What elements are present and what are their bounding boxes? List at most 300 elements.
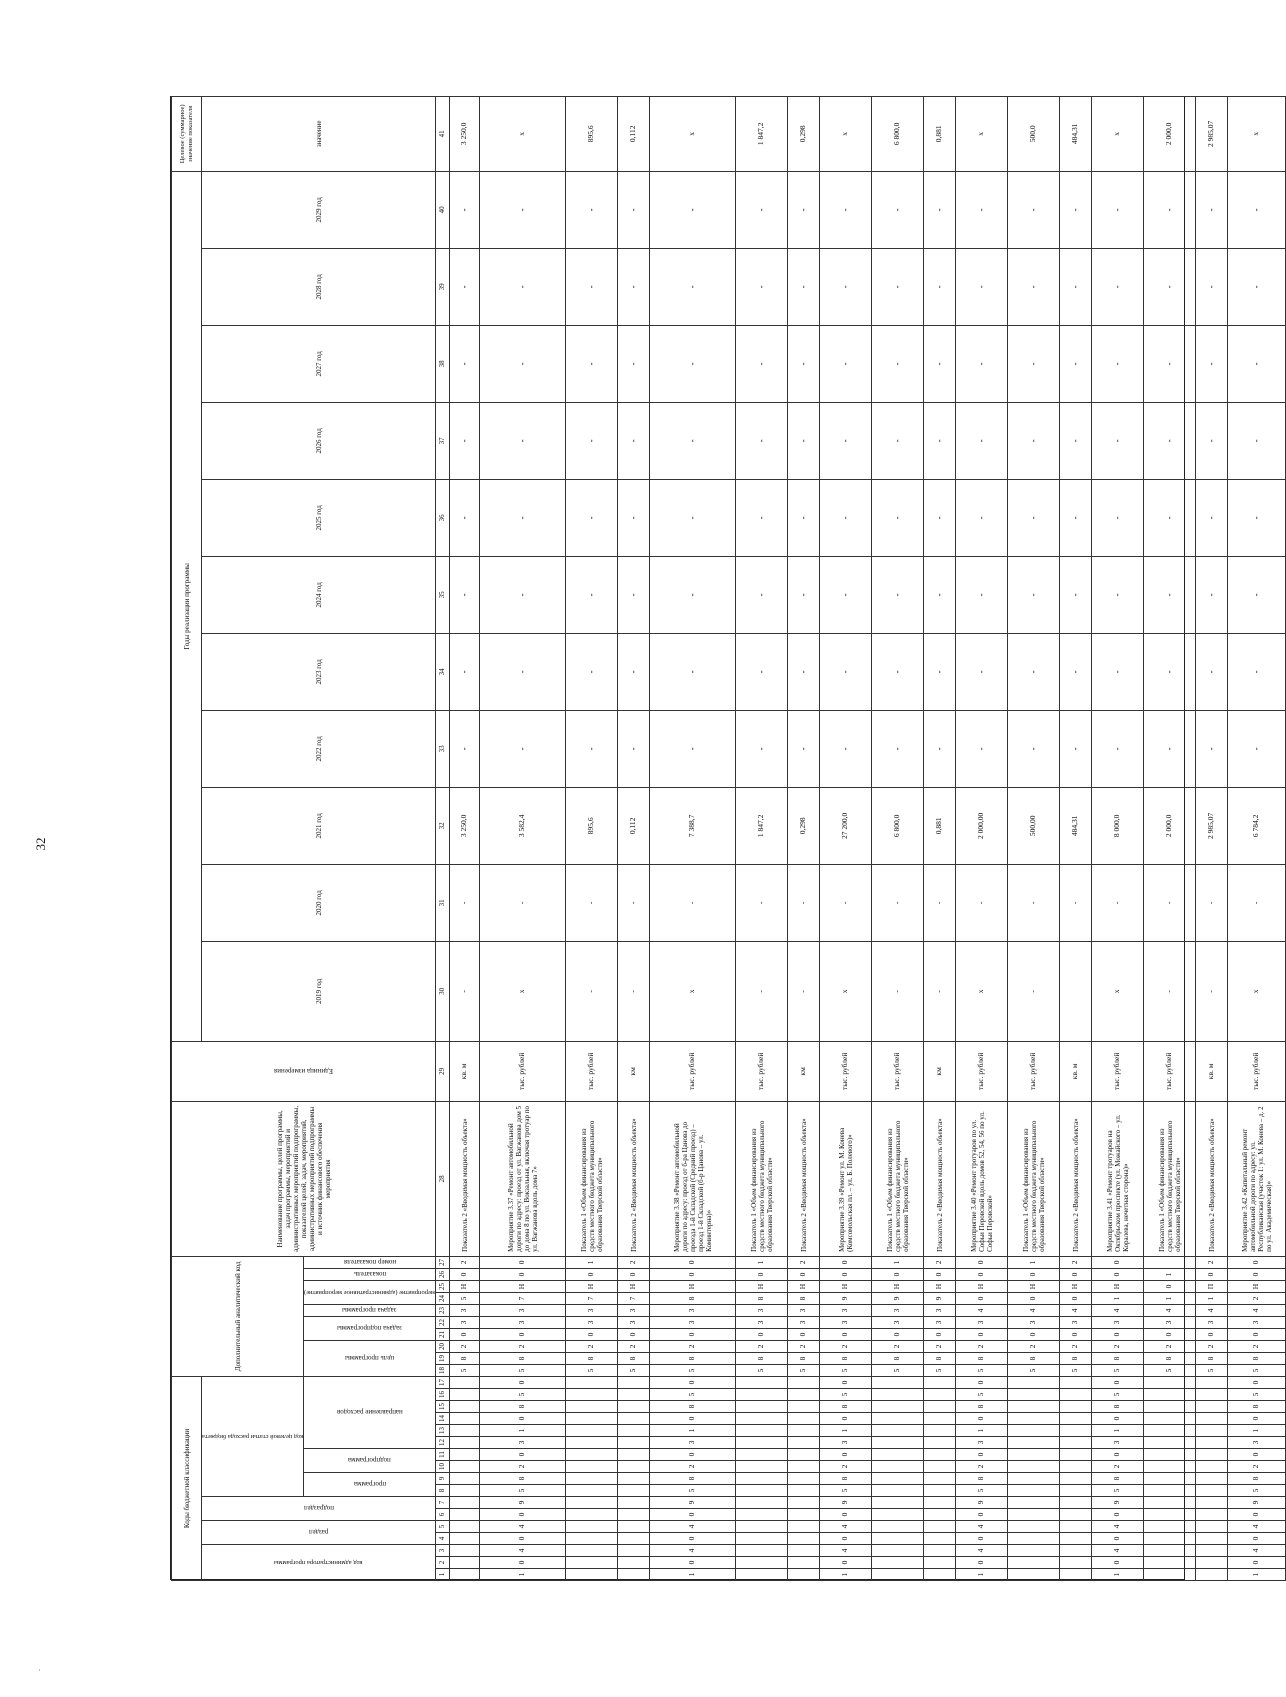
code-digit: 0 (480, 1328, 566, 1340)
target-value: 500,0 (1008, 96, 1060, 171)
column-number: 15 (436, 1401, 450, 1413)
column-number: 34 (436, 633, 450, 710)
code-digit: 2 (872, 1340, 924, 1352)
code-digit: 4 (1228, 1521, 1286, 1533)
footer-mark: · (38, 1665, 41, 1675)
header-podrazdel (202, 1497, 436, 1521)
year-value-2027: - (736, 325, 788, 402)
year-value-2025: - (1228, 479, 1286, 556)
year-value-2023: - (872, 633, 924, 710)
year-value-2022: - (1060, 710, 1092, 787)
code-digit: 0 (618, 1268, 650, 1280)
year-value-2028: - (1060, 248, 1092, 325)
code-digit (924, 1521, 956, 1533)
column-number: 4 (436, 1533, 450, 1545)
code-digit: 1 (650, 1425, 736, 1437)
code-digit: 5 (480, 1485, 566, 1497)
code-digit (872, 1437, 924, 1449)
year-value-2024: - (1092, 556, 1144, 633)
code-digit: 2 (450, 1256, 480, 1268)
target-value: 0,881 (924, 96, 956, 171)
code-digit: 5 (650, 1364, 736, 1376)
code-digit: 0 (1228, 1256, 1286, 1268)
code-digit: 0 (1144, 1328, 1196, 1340)
year-value-2023: - (1228, 633, 1286, 710)
year-value-2020: - (650, 864, 736, 941)
target-value: 895,6 (566, 96, 618, 171)
code-digit: 8 (1008, 1352, 1060, 1364)
code-digit: Н (1092, 1280, 1144, 1292)
code-digit: 2 (1196, 1340, 1228, 1352)
year-value-2023: - (1008, 633, 1060, 710)
code-digit: 0 (1228, 1557, 1286, 1569)
year-value-2027: - (820, 325, 872, 402)
header-cel-podprogrammy (304, 1316, 436, 1340)
year-value-2027: - (956, 325, 1008, 402)
code-digit: Н (1228, 1280, 1286, 1292)
year-value-2023: - (1092, 633, 1144, 710)
code-digit: 4 (820, 1545, 872, 1557)
code-digit (1144, 1413, 1196, 1425)
year-value-2023: - (820, 633, 872, 710)
program-budget-table (171, 96, 1286, 1581)
code-digit (872, 1401, 924, 1413)
code-digit (450, 1485, 480, 1497)
column-number: 38 (436, 325, 450, 402)
code-digit: 0 (1008, 1268, 1060, 1280)
year-value-2021: 500,00 (1008, 787, 1060, 864)
code-digit (566, 1401, 618, 1413)
year-value-2022: - (618, 710, 650, 787)
header-target-value: значение (202, 96, 436, 171)
code-digit: 3 (956, 1316, 1008, 1328)
code-digit (1008, 1425, 1060, 1437)
code-digit: 8 (1144, 1352, 1196, 1364)
code-digit: 0 (956, 1509, 1008, 1521)
code-digit (736, 1497, 788, 1509)
code-digit: 0 (820, 1533, 872, 1545)
code-digit (1144, 1473, 1196, 1485)
column-number: 11 (436, 1449, 450, 1461)
code-digit: 2 (1092, 1340, 1144, 1352)
code-digit: 0 (1008, 1292, 1060, 1304)
header-codes-group: Коды бюджетной классификации (172, 1376, 202, 1580)
code-digit: 8 (872, 1352, 924, 1364)
year-value-2023: - (924, 633, 956, 710)
code-digit (1144, 1557, 1196, 1569)
row-name: Мероприятие 3.40 «Ремонт тротуаров по ул. Софьи Перовской вдоль домов 52, 54, 56 по ул. Софьи Перовской» (956, 1101, 1008, 1256)
header-subprogram (304, 1449, 436, 1473)
code-digit: 5 (650, 1485, 736, 1497)
code-digit: 0 (1008, 1328, 1060, 1340)
code-digit: 0 (1228, 1268, 1286, 1280)
year-value-2024: - (956, 556, 1008, 633)
column-number: 20 (436, 1340, 450, 1352)
header-year-2027: 2027 год (202, 325, 436, 402)
code-digit (1060, 1485, 1092, 1497)
year-value-2024: - (1008, 556, 1060, 633)
code-digit: 5 (1092, 1389, 1144, 1401)
header-direction-text: направление расходов (336, 1408, 403, 1417)
column-number: 35 (436, 556, 450, 633)
code-digit: 0 (1092, 1256, 1144, 1268)
year-value-2026: - (566, 402, 618, 479)
code-digit: 0 (736, 1268, 788, 1280)
code-digit: 7 (480, 1292, 566, 1304)
code-digit (788, 1521, 820, 1533)
year-value-2025: - (872, 479, 924, 556)
year-value-2028: - (618, 248, 650, 325)
code-digit: 0 (820, 1256, 872, 1268)
year-value-2029: - (618, 171, 650, 248)
code-digit (1196, 1521, 1228, 1533)
code-digit: 1 (480, 1425, 566, 1437)
code-digit (618, 1557, 650, 1569)
year-value-2026: - (872, 402, 924, 479)
code-digit (1144, 1256, 1196, 1268)
year-value-2024: - (1228, 556, 1286, 633)
code-digit: Н (956, 1280, 1008, 1292)
code-digit: 5 (1228, 1389, 1286, 1401)
code-digit: 0 (480, 1509, 566, 1521)
code-digit: 5 (956, 1485, 1008, 1497)
header-year-2022: 2022 год (202, 710, 436, 787)
code-digit: 8 (566, 1352, 618, 1364)
year-value-2027: - (566, 325, 618, 402)
year-value-2020: - (1196, 864, 1228, 941)
code-digit (1196, 1389, 1228, 1401)
row-name: Показатель 1 «Объем финансирования из средств местного бюджета муниципального образования Тверской области» (566, 1101, 618, 1256)
code-digit: Н (450, 1280, 480, 1292)
year-value-2024: - (872, 556, 924, 633)
column-number: 41 (436, 96, 450, 171)
column-number: 18 (436, 1364, 450, 1376)
code-digit (924, 1473, 956, 1485)
year-value-2026: - (1196, 402, 1228, 479)
code-digit (788, 1376, 820, 1388)
year-value-2025: - (618, 479, 650, 556)
row-unit: тыс. рублей (956, 1041, 1008, 1101)
code-digit: 0 (956, 1533, 1008, 1545)
code-digit (1060, 1401, 1092, 1413)
year-value-2028: - (450, 248, 480, 325)
code-digit (1144, 1376, 1196, 1388)
year-value-2026: - (480, 402, 566, 479)
code-digit: 5 (450, 1292, 480, 1304)
code-digit: 8 (1092, 1473, 1144, 1485)
code-digit (736, 1485, 788, 1497)
code-digit: 8 (820, 1473, 872, 1485)
code-digit: 0 (924, 1268, 956, 1280)
year-value-2029: - (956, 171, 1008, 248)
code-digit: 0 (1144, 1280, 1196, 1292)
header-program (304, 1473, 436, 1497)
table-row (618, 96, 650, 1580)
code-digit: 5 (566, 1364, 618, 1376)
year-value-2029: - (924, 171, 956, 248)
year-value-2019 (1060, 941, 1092, 1041)
column-number: 13 (436, 1425, 450, 1437)
row-unit: км (618, 1041, 650, 1101)
code-digit: 0 (820, 1413, 872, 1425)
code-digit: 0 (480, 1256, 566, 1268)
code-digit (736, 1545, 788, 1557)
code-digit: 4 (956, 1521, 1008, 1533)
table-row (1196, 96, 1228, 1580)
year-value-2029: - (650, 171, 736, 248)
year-value-2019: - (618, 941, 650, 1041)
column-number: 23 (436, 1304, 450, 1316)
code-digit: 0 (820, 1449, 872, 1461)
column-number-row (436, 96, 450, 1580)
year-value-2027: - (1060, 325, 1092, 402)
code-digit (1008, 1449, 1060, 1461)
column-number: 25 (436, 1280, 450, 1292)
code-digit (788, 1569, 820, 1581)
year-value-2023: - (956, 633, 1008, 710)
year-value-2019: х (1092, 941, 1144, 1041)
code-digit (872, 1497, 924, 1509)
code-digit: 4 (820, 1521, 872, 1533)
year-value-2019: - (872, 941, 924, 1041)
year-value-2029: - (788, 171, 820, 248)
code-digit (1144, 1497, 1196, 1509)
code-digit: 8 (480, 1352, 566, 1364)
column-number: 31 (436, 864, 450, 941)
code-digit (1008, 1389, 1060, 1401)
year-value-2022: - (650, 710, 736, 787)
year-value-2025: - (450, 479, 480, 556)
year-value-2022: - (788, 710, 820, 787)
target-value: 2 985,07 (1196, 96, 1228, 171)
code-digit (1196, 1485, 1228, 1497)
code-digit: 5 (924, 1364, 956, 1376)
row-unit: тыс. рублей (1228, 1041, 1286, 1101)
code-digit: 0 (650, 1256, 736, 1268)
code-digit (450, 1401, 480, 1413)
code-digit (1060, 1413, 1092, 1425)
code-digit: Н (1008, 1280, 1060, 1292)
year-value-2020: - (1228, 864, 1286, 941)
code-digit: 0 (1228, 1328, 1286, 1340)
code-digit: 3 (566, 1316, 618, 1328)
header-meropriyatie-text: мероприятие (административное мероприятие) (304, 1288, 436, 1296)
code-digit (924, 1497, 956, 1509)
code-digit (1196, 1497, 1228, 1509)
code-digit: Н (1060, 1280, 1092, 1292)
code-digit (872, 1449, 924, 1461)
code-digit: 8 (1196, 1352, 1228, 1364)
table-row (1092, 96, 1144, 1580)
header-razdel-text: раздел (308, 1528, 329, 1537)
code-digit (788, 1461, 820, 1473)
row-unit: тыс. рублей (872, 1041, 924, 1101)
code-digit: 8 (788, 1352, 820, 1364)
year-value-2019: - (736, 941, 788, 1041)
code-digit: 0 (820, 1557, 872, 1569)
year-value-2024: - (566, 556, 618, 633)
year-value-2023: - (650, 633, 736, 710)
year-value-2025: - (1144, 479, 1196, 556)
code-digit (924, 1485, 956, 1497)
code-digit: 3 (788, 1304, 820, 1316)
code-digit (924, 1557, 956, 1569)
code-digit (450, 1461, 480, 1473)
code-digit (566, 1557, 618, 1569)
code-digit: 0 (820, 1509, 872, 1521)
code-digit (566, 1485, 618, 1497)
code-digit: 0 (650, 1328, 736, 1340)
code-digit: 3 (956, 1437, 1008, 1449)
code-digit: 0 (480, 1557, 566, 1569)
code-digit: 1 (956, 1569, 1008, 1581)
code-digit: 0 (480, 1533, 566, 1545)
column-number: 21 (436, 1328, 450, 1340)
target-value: 3 250,0 (450, 96, 480, 171)
header-podrazdel-text: подраздел (303, 1504, 334, 1513)
code-digit: 4 (1228, 1545, 1286, 1557)
code-digit (788, 1485, 820, 1497)
code-digit: 8 (650, 1352, 736, 1364)
year-value-2026: - (450, 402, 480, 479)
code-digit: 9 (820, 1292, 872, 1304)
column-number: 27 (436, 1256, 450, 1268)
code-digit: 4 (650, 1545, 736, 1557)
code-digit: 1 (480, 1569, 566, 1581)
code-digit (566, 1413, 618, 1425)
year-value-2020: - (1060, 864, 1092, 941)
code-digit (872, 1389, 924, 1401)
header-unit (172, 1041, 436, 1101)
code-digit: 0 (450, 1268, 480, 1280)
code-digit (788, 1509, 820, 1521)
code-digit: 1 (820, 1425, 872, 1437)
code-digit: 0 (1092, 1509, 1144, 1521)
code-digit: 9 (480, 1497, 566, 1509)
code-digit: 2 (956, 1340, 1008, 1352)
year-value-2028: - (1092, 248, 1144, 325)
year-value-2025: - (956, 479, 1008, 556)
code-digit (924, 1401, 956, 1413)
year-value-2024: - (924, 556, 956, 633)
year-value-2025: - (788, 479, 820, 556)
code-digit: 2 (1144, 1340, 1196, 1352)
code-digit: 5 (820, 1364, 872, 1376)
column-number: 6 (436, 1509, 450, 1521)
code-digit: 0 (1092, 1449, 1144, 1461)
column-number: 32 (436, 787, 450, 864)
year-value-2027: - (1008, 325, 1060, 402)
year-value-2023: - (788, 633, 820, 710)
code-digit (1008, 1545, 1060, 1557)
column-number: 19 (436, 1352, 450, 1364)
year-value-2019: х (956, 941, 1008, 1041)
row-name: Показатель 1 «Объем финансирования из средств местного бюджета муниципального образования Тверской области» (872, 1101, 924, 1256)
header-zadacha (304, 1304, 436, 1316)
code-digit: 0 (650, 1413, 736, 1425)
code-digit (872, 1425, 924, 1437)
code-digit (1060, 1449, 1092, 1461)
row-name: Мероприятие 3.38 «Ремонт автомобильной дороги по адресу: проезд от б-ра Цанова до проезда 1-й Складской (Средний проезд) – проезд 1-й Складской (б-р Цанова – ул. Коминтерна)» (650, 1101, 736, 1256)
code-digit: 0 (924, 1328, 956, 1340)
target-value: 2 000,0 (1144, 96, 1196, 171)
year-value-2024: - (1060, 556, 1092, 633)
code-digit: 4 (1092, 1545, 1144, 1557)
code-digit (1196, 1557, 1228, 1569)
code-digit: 0 (1228, 1509, 1286, 1521)
code-digit: Н (872, 1280, 924, 1292)
table-row (736, 96, 788, 1580)
code-digit: 0 (480, 1268, 566, 1280)
code-digit: 0 (566, 1328, 618, 1340)
year-value-2025: - (566, 479, 618, 556)
code-digit (736, 1557, 788, 1569)
code-digit: 8 (1228, 1473, 1286, 1485)
header-year-2028: 2028 год (202, 248, 436, 325)
code-digit (618, 1545, 650, 1557)
code-digit: 3 (1060, 1316, 1092, 1328)
year-value-2029: - (566, 171, 618, 248)
code-digit: 4 (480, 1521, 566, 1533)
code-digit: 0 (650, 1557, 736, 1569)
code-digit (566, 1425, 618, 1437)
row-unit: км (924, 1041, 956, 1101)
code-digit: 8 (1228, 1352, 1286, 1364)
code-digit: 2 (1008, 1340, 1060, 1352)
year-value-2025: - (1060, 479, 1092, 556)
code-digit: 0 (1228, 1376, 1286, 1388)
row-name: Показатель 1 «Объем финансирования из средств местного бюджета муниципального образования Тверской области» (1144, 1101, 1196, 1256)
code-digit: 4 (956, 1304, 1008, 1316)
header-admin-code-text: код администратора программы (274, 1559, 363, 1566)
code-digit (1008, 1497, 1060, 1509)
code-digit: Н (650, 1280, 736, 1292)
code-digit: 0 (956, 1268, 1008, 1280)
code-digit: Н (566, 1280, 618, 1292)
year-value-2019: х (480, 941, 566, 1041)
code-digit (736, 1425, 788, 1437)
code-digit (566, 1497, 618, 1509)
year-value-2026: - (1092, 402, 1144, 479)
target-value: х (820, 96, 872, 171)
code-digit (1060, 1521, 1092, 1533)
code-digit (1144, 1437, 1196, 1449)
table-row (566, 96, 618, 1580)
code-digit: 1 (1092, 1425, 1144, 1437)
code-digit (450, 1509, 480, 1521)
code-digit: Н (480, 1280, 566, 1292)
code-digit (1060, 1509, 1092, 1521)
header-program-text: программа (353, 1480, 386, 1489)
code-digit: 1 (1144, 1292, 1196, 1304)
code-digit (1060, 1533, 1092, 1545)
year-value-2021: 0,881 (924, 787, 956, 864)
year-value-2029: - (450, 171, 480, 248)
code-digit (1144, 1521, 1196, 1533)
year-value-2028: - (566, 248, 618, 325)
year-value-2028: - (736, 248, 788, 325)
year-value-2029: - (480, 171, 566, 248)
code-digit: 8 (650, 1292, 736, 1304)
year-value-2026: - (788, 402, 820, 479)
year-value-2024: - (1196, 556, 1228, 633)
target-value: 484,31 (1060, 96, 1092, 171)
code-digit: 3 (1228, 1316, 1286, 1328)
code-digit (1144, 1425, 1196, 1437)
code-digit (450, 1497, 480, 1509)
code-digit (788, 1545, 820, 1557)
code-digit (450, 1389, 480, 1401)
